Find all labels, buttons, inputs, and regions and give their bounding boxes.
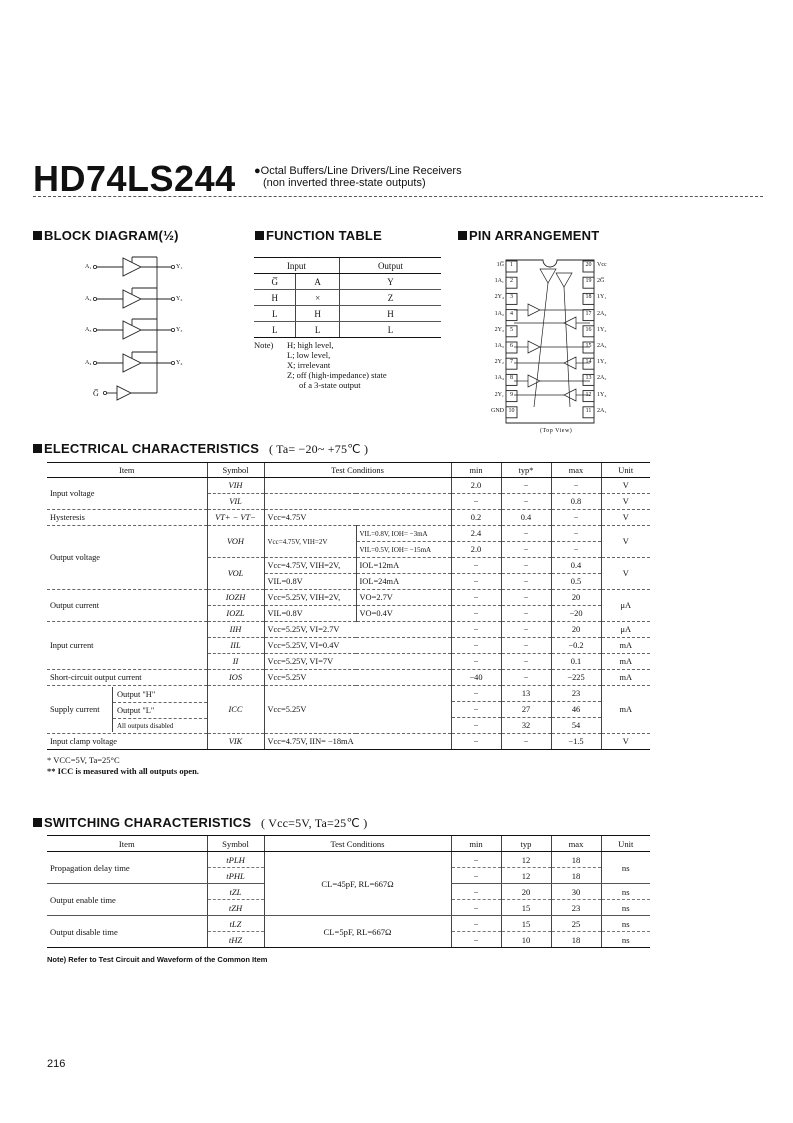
ec-cond: Vcc=5.25V bbox=[264, 686, 451, 734]
ec-val: − bbox=[451, 574, 501, 590]
pin-number: 19 bbox=[585, 278, 592, 285]
sw-unit: ns bbox=[601, 900, 650, 916]
pin-label: 1G̅ bbox=[496, 262, 504, 268]
pin-label: 2A₃ bbox=[597, 343, 607, 349]
ec-sym-icc: ICC bbox=[207, 686, 264, 734]
electrical-title: ELECTRICAL CHARACTERISTICS ( Ta= −20~ +75℃ ) bbox=[33, 441, 368, 457]
ec-item-hysteresis: Hysteresis bbox=[47, 510, 207, 526]
pin-number: 8 bbox=[510, 375, 513, 382]
sw-val: 15 bbox=[501, 900, 551, 916]
ec-val: 0.4 bbox=[551, 558, 601, 574]
sw-val: 30 bbox=[551, 884, 601, 900]
ec-val: − bbox=[451, 734, 501, 750]
ft-cell: H bbox=[339, 306, 441, 322]
function-table-title: FUNCTION TABLE bbox=[255, 228, 382, 243]
ec-cond: VO=0.4V bbox=[356, 606, 451, 622]
subtitle-line1: ●Octal Buffers/Line Drivers/Line Receivers bbox=[254, 165, 462, 177]
ft-note-label: Note) bbox=[254, 340, 274, 350]
sw-h-min: min bbox=[451, 836, 501, 852]
part-number: HD74LS244 bbox=[33, 158, 236, 199]
ec-val: − bbox=[501, 606, 551, 622]
ft-note: of a 3-state output bbox=[299, 380, 361, 390]
sw-val: − bbox=[451, 868, 501, 884]
switching-title: SWITCHING CHARACTERISTICS ( Vcc=5V, Ta=25℃ ) bbox=[33, 815, 367, 831]
block-diagram bbox=[85, 252, 200, 407]
ec-val: 23 bbox=[551, 686, 601, 702]
ft-cell: L bbox=[254, 306, 296, 322]
ec-h-item: Item bbox=[47, 463, 207, 478]
sw-sym: tLZ bbox=[207, 916, 264, 932]
sw-h-cond: Test Conditions bbox=[264, 836, 451, 852]
bd-enable: G̅ bbox=[93, 389, 99, 398]
sw-unit: ns bbox=[601, 884, 650, 900]
ec-val: − bbox=[451, 558, 501, 574]
ec-val: − bbox=[501, 622, 551, 638]
ec-cond: Vcc=4.75V, IIN= −18mA bbox=[264, 734, 451, 750]
ec-cond: Vcc=4.75V, VIH=2V bbox=[264, 526, 356, 558]
ec-val: 32 bbox=[501, 718, 551, 734]
sw-h-symbol: Symbol bbox=[207, 836, 264, 852]
ec-sym-vik: VIK bbox=[207, 734, 264, 750]
ec-val: 0.5 bbox=[551, 574, 601, 590]
ec-unit: V bbox=[601, 510, 650, 526]
pin-label: 1Y₁ bbox=[597, 294, 607, 301]
bd-input-a1: A₁ bbox=[85, 264, 92, 270]
ec-h-max: max bbox=[551, 463, 601, 478]
ec-val: 20 bbox=[551, 590, 601, 606]
ft-cell: Z bbox=[339, 290, 441, 306]
sw-item-prop: Propagation delay time bbox=[47, 852, 207, 884]
pin-number: 17 bbox=[585, 310, 592, 317]
block-diagram-title: BLOCK DIAGRAM(½) bbox=[33, 228, 179, 243]
ec-val: −225 bbox=[551, 670, 601, 686]
pin-label: 2A₄ bbox=[597, 310, 607, 317]
pin-number: 14 bbox=[585, 359, 592, 366]
pin-label: GND bbox=[491, 407, 504, 414]
ec-val: − bbox=[451, 654, 501, 670]
pin-number: 11 bbox=[585, 407, 592, 414]
ec-cond: VIL=0.5V, IOH= −15mA bbox=[356, 542, 451, 558]
sw-item-disable: Output disable time bbox=[47, 916, 207, 948]
ec-cond-blank bbox=[264, 478, 451, 494]
pin-number: 18 bbox=[585, 294, 592, 301]
pin-number: 13 bbox=[585, 375, 592, 382]
ec-val: − bbox=[551, 510, 601, 526]
ec-sym-ios: IOS bbox=[207, 670, 264, 686]
ec-cond: Vcc=4.75V, VIH=2V, bbox=[264, 558, 356, 574]
ec-val: 54 bbox=[551, 718, 601, 734]
pin-number: 10 bbox=[508, 407, 515, 414]
buffer-3 bbox=[95, 319, 173, 339]
ec-item-input-current: Input current bbox=[47, 622, 207, 670]
ec-val: − bbox=[451, 686, 501, 702]
ec-val: 0.8 bbox=[551, 494, 601, 510]
sw-val: 18 bbox=[551, 932, 601, 948]
ec-sym-hys: VT+ − VT− bbox=[207, 510, 264, 526]
ec-val: − bbox=[551, 526, 601, 542]
ec-val: − bbox=[501, 574, 551, 590]
pin-number: 1 bbox=[510, 262, 513, 268]
page-number: 216 bbox=[47, 1058, 66, 1070]
pin-label: Vcc bbox=[597, 262, 607, 268]
pin-label: 2A₂ bbox=[597, 375, 607, 382]
footnotes bbox=[47, 755, 199, 777]
sw-sym: tPLH bbox=[207, 852, 264, 868]
ec-unit: mA bbox=[601, 670, 650, 686]
bd-input-a4: A₄ bbox=[85, 360, 92, 366]
ec-val: − bbox=[501, 478, 551, 494]
ec-sym-iozl: IOZL bbox=[207, 606, 264, 622]
pin-label: 1A₂ bbox=[494, 310, 504, 317]
pin-caption: (Top View) bbox=[540, 428, 573, 434]
ec-item-input-voltage: Input voltage bbox=[47, 478, 207, 510]
ec-val: 0.2 bbox=[451, 510, 501, 526]
ec-sym-vil: VIL bbox=[207, 494, 264, 510]
internal-buffers bbox=[514, 269, 590, 407]
pin-label: 1Y₂ bbox=[597, 326, 607, 333]
sw-h-item: Item bbox=[47, 836, 207, 852]
pin-number: 3 bbox=[510, 294, 513, 301]
pin-number: 7 bbox=[510, 359, 513, 366]
ft-note: X; irrelevant bbox=[287, 360, 331, 370]
ec-h-cond: Test Conditions bbox=[264, 463, 451, 478]
ec-h-symbol: Symbol bbox=[207, 463, 264, 478]
ec-supply-l: Output "L" bbox=[113, 703, 207, 719]
ec-supply-dis: All outputs disabled bbox=[117, 722, 174, 730]
sw-val: 18 bbox=[551, 868, 601, 884]
sw-sym: tZH bbox=[207, 900, 264, 916]
ft-col-y: Y bbox=[339, 274, 441, 290]
ec-unit: mA bbox=[601, 638, 650, 654]
pin-number: 5 bbox=[510, 326, 513, 333]
ft-cell: L bbox=[254, 322, 296, 338]
ec-val: − bbox=[501, 558, 551, 574]
ec-cond-blank bbox=[264, 494, 451, 510]
sw-val: 12 bbox=[501, 868, 551, 884]
pin-number: 15 bbox=[585, 343, 592, 349]
ec-val: 20 bbox=[551, 622, 601, 638]
ec-val: −0.2 bbox=[551, 638, 601, 654]
ec-unit: V bbox=[601, 558, 650, 590]
ec-val: 2.4 bbox=[451, 526, 501, 542]
ec-cond: VIL=0.8V, IOH= −3mA bbox=[356, 526, 451, 542]
pin-number: 2 bbox=[510, 278, 513, 285]
ec-cond: Vcc=5.25V, VIH=2V, bbox=[264, 590, 356, 606]
ec-sym-vih: VIH bbox=[207, 478, 264, 494]
ec-unit: V bbox=[601, 478, 650, 494]
ec-sym-vol: VOL bbox=[207, 558, 264, 590]
pin-label: 2G̅ bbox=[597, 278, 605, 285]
ft-col-a: A bbox=[296, 274, 340, 290]
ec-val: − bbox=[551, 542, 601, 558]
ec-val: − bbox=[501, 494, 551, 510]
ec-val: − bbox=[501, 654, 551, 670]
ec-val: − bbox=[501, 638, 551, 654]
sw-unit: ns bbox=[601, 852, 650, 884]
ec-unit: V bbox=[601, 526, 650, 558]
ec-val: − bbox=[501, 526, 551, 542]
sw-val: − bbox=[451, 932, 501, 948]
ec-val: − bbox=[451, 590, 501, 606]
ec-cond: IOL=12mA bbox=[356, 558, 451, 574]
sw-val: 10 bbox=[501, 932, 551, 948]
ec-cond: VO=2.7V bbox=[356, 590, 451, 606]
buffer-1 bbox=[95, 257, 173, 276]
pin-number: 20 bbox=[585, 262, 592, 268]
ec-val: − bbox=[451, 638, 501, 654]
sw-val: 20 bbox=[501, 884, 551, 900]
pin-label: 1A₄ bbox=[494, 375, 504, 382]
ec-val: − bbox=[501, 590, 551, 606]
sw-val: − bbox=[451, 884, 501, 900]
ec-val: − bbox=[501, 670, 551, 686]
ec-cond: Vcc=5.25V, VI=0.4V bbox=[264, 638, 451, 654]
ec-sym-voh: VOH bbox=[207, 526, 264, 558]
ec-cond: IOL=24mA bbox=[356, 574, 451, 590]
ec-unit: mA bbox=[601, 686, 650, 734]
sw-h-typ: typ bbox=[501, 836, 551, 852]
pin-label: 2Y₁ bbox=[494, 391, 504, 398]
ec-val: − bbox=[551, 478, 601, 494]
sw-sym: tZL bbox=[207, 884, 264, 900]
sw-unit: ns bbox=[601, 932, 650, 948]
sw-val: 18 bbox=[551, 852, 601, 868]
switching-table bbox=[47, 835, 650, 948]
pin-label: 2A₁ bbox=[597, 407, 607, 414]
switching-note: Note) Refer to Test Circuit and Waveform of the Common Item bbox=[47, 955, 268, 964]
pin-number: 9 bbox=[510, 391, 513, 398]
electrical-table bbox=[47, 462, 650, 750]
ec-supply-h: Output "H" bbox=[113, 687, 207, 703]
ec-val: − bbox=[451, 622, 501, 638]
ec-val: −1.5 bbox=[551, 734, 601, 750]
ec-unit: μA bbox=[601, 590, 650, 622]
sw-h-max: max bbox=[551, 836, 601, 852]
pin-number: 4 bbox=[510, 310, 513, 317]
pin-label: 1Y₄ bbox=[597, 391, 607, 398]
ec-val: −40 bbox=[451, 670, 501, 686]
subtitle bbox=[254, 165, 462, 189]
ec-val: 2.0 bbox=[451, 542, 501, 558]
pin-label: 1Y₃ bbox=[597, 359, 607, 366]
bd-output-y3: Y₃ bbox=[176, 327, 183, 333]
ec-val: 2.0 bbox=[451, 478, 501, 494]
ft-note: L; low level, bbox=[287, 350, 331, 360]
pin-label: 1A₁ bbox=[494, 278, 504, 285]
ft-output-header: Output bbox=[339, 258, 441, 274]
ec-item-output-voltage: Output voltage bbox=[47, 526, 207, 590]
electrical-condition: ( Ta= −20~ +75℃ ) bbox=[268, 442, 369, 456]
ec-item-supply-current bbox=[47, 686, 207, 734]
ft-cell: L bbox=[296, 322, 340, 338]
sw-cond-1: CL=45pF, RL=667Ω bbox=[264, 852, 451, 916]
function-table bbox=[254, 257, 441, 338]
ec-val: − bbox=[451, 718, 501, 734]
ec-val: 46 bbox=[551, 702, 601, 718]
ec-cond: VIL=0.8V bbox=[264, 574, 356, 590]
sw-item-enable: Output enable time bbox=[47, 884, 207, 916]
ec-unit: V bbox=[601, 734, 650, 750]
switching-condition: ( Vcc=5V, Ta=25℃ ) bbox=[261, 816, 368, 830]
ec-val: − bbox=[501, 542, 551, 558]
bd-output-y1: Y₁ bbox=[176, 264, 183, 270]
ec-h-typ: typ* bbox=[501, 463, 551, 478]
sw-unit: ns bbox=[601, 916, 650, 932]
bd-input-a2: A₂ bbox=[85, 296, 92, 302]
ec-val: − bbox=[451, 606, 501, 622]
ec-cond: Vcc=5.25V bbox=[264, 670, 451, 686]
sw-val: − bbox=[451, 916, 501, 932]
ec-sym-ii: II bbox=[207, 654, 264, 670]
pin-label: 2Y₃ bbox=[494, 326, 504, 333]
ft-note: Z; off (high-impedance) state bbox=[287, 370, 387, 380]
ec-cond: Vcc=5.25V, VI=7V bbox=[264, 654, 451, 670]
sw-val: 12 bbox=[501, 852, 551, 868]
pin-number: 16 bbox=[585, 326, 592, 333]
ec-supply-label: Supply current bbox=[50, 705, 100, 714]
footnote: ** ICC is measured with all outputs open. bbox=[47, 766, 199, 776]
sw-val: − bbox=[451, 852, 501, 868]
pin-label: 2Y₂ bbox=[494, 359, 504, 366]
ec-sym-iozh: IOZH bbox=[207, 590, 264, 606]
ft-cell: H bbox=[254, 290, 296, 306]
footnote: * VCC=5V, Ta=25°C bbox=[47, 755, 120, 765]
ec-item-short-circuit: Short-circuit output current bbox=[47, 670, 207, 686]
sw-val: 23 bbox=[551, 900, 601, 916]
ec-val: −20 bbox=[551, 606, 601, 622]
ec-val: 0.4 bbox=[501, 510, 551, 526]
ft-cell: H bbox=[296, 306, 340, 322]
sw-h-unit: Unit bbox=[601, 836, 650, 852]
ec-h-min: min bbox=[451, 463, 501, 478]
ec-item-output-current: Output current bbox=[47, 590, 207, 622]
ec-cond: Vcc=5.25V, VI=2.7V bbox=[264, 622, 451, 638]
ft-note: H; high level, bbox=[287, 340, 334, 350]
subtitle-line2: (non inverted three-state outputs) bbox=[263, 177, 426, 189]
pin-arrangement-title: PIN ARRANGEMENT bbox=[458, 228, 599, 243]
ec-cond: VIL=0.8V bbox=[264, 606, 356, 622]
buffer-4 bbox=[95, 352, 173, 372]
ec-val: 0.1 bbox=[551, 654, 601, 670]
ec-cond: Vcc=4.75V bbox=[264, 510, 451, 526]
buffer-2 bbox=[95, 288, 173, 308]
ec-unit: μA bbox=[601, 622, 650, 638]
pin-label: 2Y₄ bbox=[494, 294, 504, 301]
ft-input-header: Input bbox=[254, 258, 339, 274]
ec-h-unit: Unit bbox=[601, 463, 650, 478]
sw-cond-2: CL=5pF, RL=667Ω bbox=[264, 916, 451, 948]
ft-cell: L bbox=[339, 322, 441, 338]
pin-number: 12 bbox=[585, 391, 592, 398]
ec-val: 13 bbox=[501, 686, 551, 702]
ft-col-g: G̅ bbox=[254, 274, 296, 290]
ec-val: − bbox=[501, 734, 551, 750]
ec-sym-iih: IIH bbox=[207, 622, 264, 638]
ec-val: − bbox=[451, 494, 501, 510]
bd-output-y2: Y₂ bbox=[176, 296, 183, 302]
sw-sym: tPHL bbox=[207, 868, 264, 884]
bd-input-a3: A₃ bbox=[85, 327, 92, 333]
pin-label: 1A₃ bbox=[494, 343, 504, 349]
sw-val: − bbox=[451, 900, 501, 916]
sw-val: 15 bbox=[501, 916, 551, 932]
ec-val: 27 bbox=[501, 702, 551, 718]
ec-unit: V bbox=[601, 494, 650, 510]
ec-val: − bbox=[451, 702, 501, 718]
ec-sym-iil: IIL bbox=[207, 638, 264, 654]
ft-cell: × bbox=[296, 290, 340, 306]
header-rule bbox=[33, 196, 763, 197]
sw-sym: tHZ bbox=[207, 932, 264, 948]
sw-val: 25 bbox=[551, 916, 601, 932]
ec-item-input-clamp: Input clamp voltage bbox=[47, 734, 207, 750]
bd-output-y4: Y₄ bbox=[176, 360, 183, 366]
ec-unit: mA bbox=[601, 654, 650, 670]
pin-number: 6 bbox=[510, 343, 513, 349]
